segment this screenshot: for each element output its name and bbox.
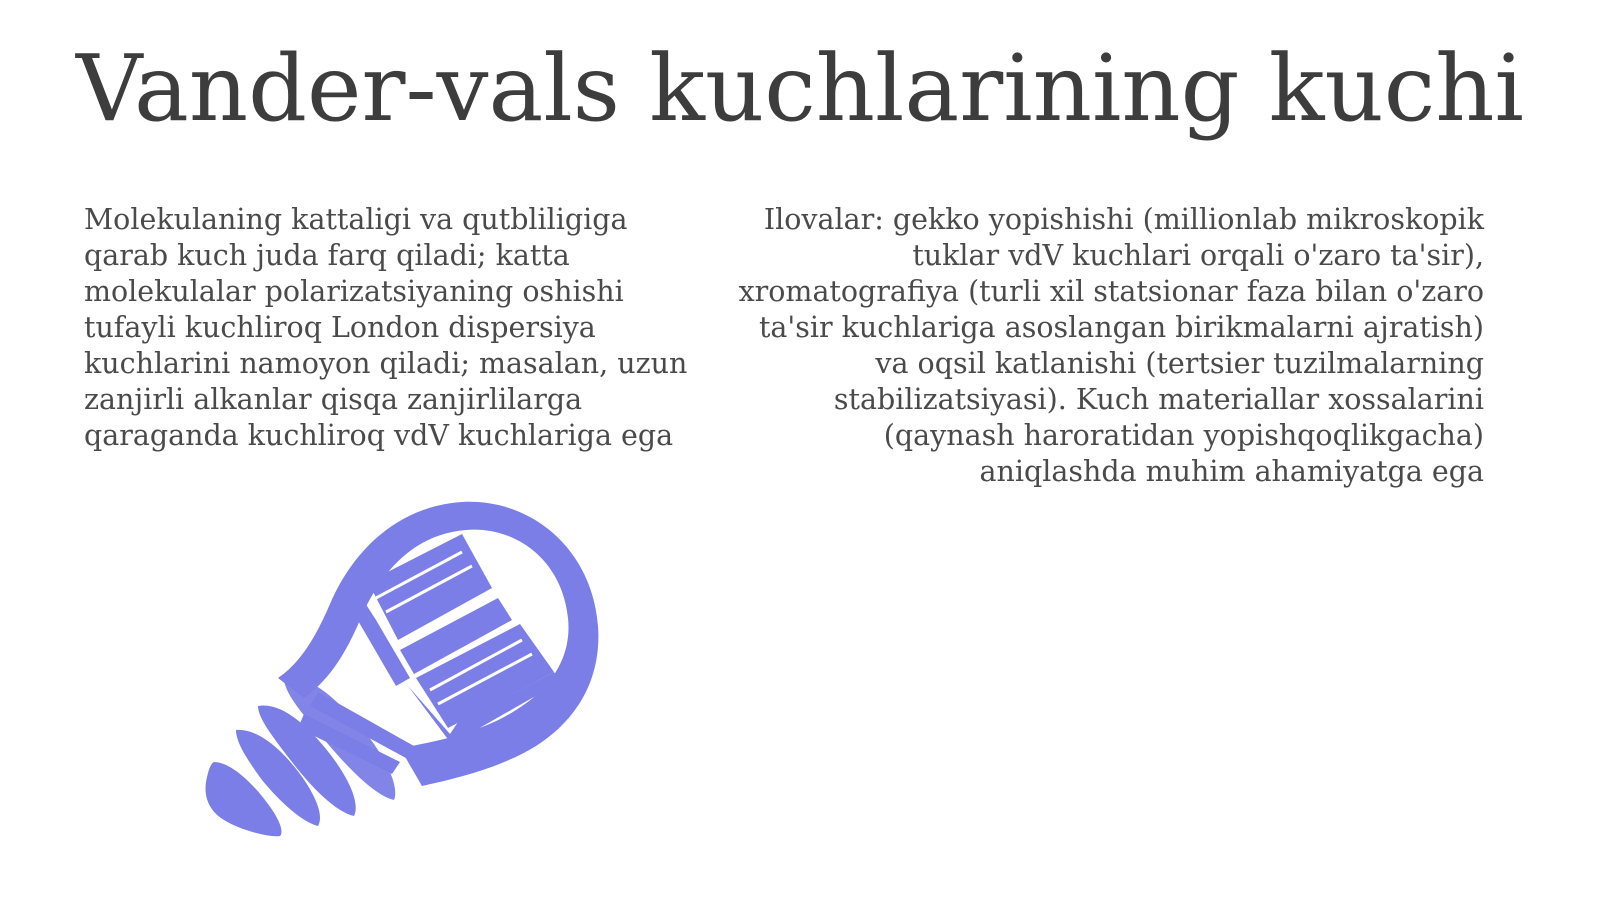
lightbulb-book-icon <box>200 500 620 840</box>
left-text-block: Molekulaning kattaligi va qutbliligiga qarab kuch juda farq qiladi; katta molekulalar polarizatsiyaning oshishi tufayli kuchliroq London dispersiya kuchlarini namoyon qiladi; masalan, uzun zanjirli alkanlar qisqa zanjirlilarga qaraganda kuchliroq vdV kuchlariga ega <box>84 203 688 452</box>
right-text-block: Ilovalar: gekko yopishishi (millionlab mikroskopik tuklar vdV kuchlari orqali o'zaro ta'sir), xromatografiya (turli xil statsionar faza bilan o'zaro ta'sir kuchlariga asoslangan birikmalarni ajratish) va oqsil katlanishi (tertsier tuzilmalarning stabilizatsiyasi). Kuch materiallar xossalarini (qaynash haroratidan yopishqoqlikgacha) aniqlashda muhim ahamiyatga ega <box>738 203 1484 488</box>
slide-title: Vander-vals kuchlarining kuchi <box>76 35 1524 142</box>
